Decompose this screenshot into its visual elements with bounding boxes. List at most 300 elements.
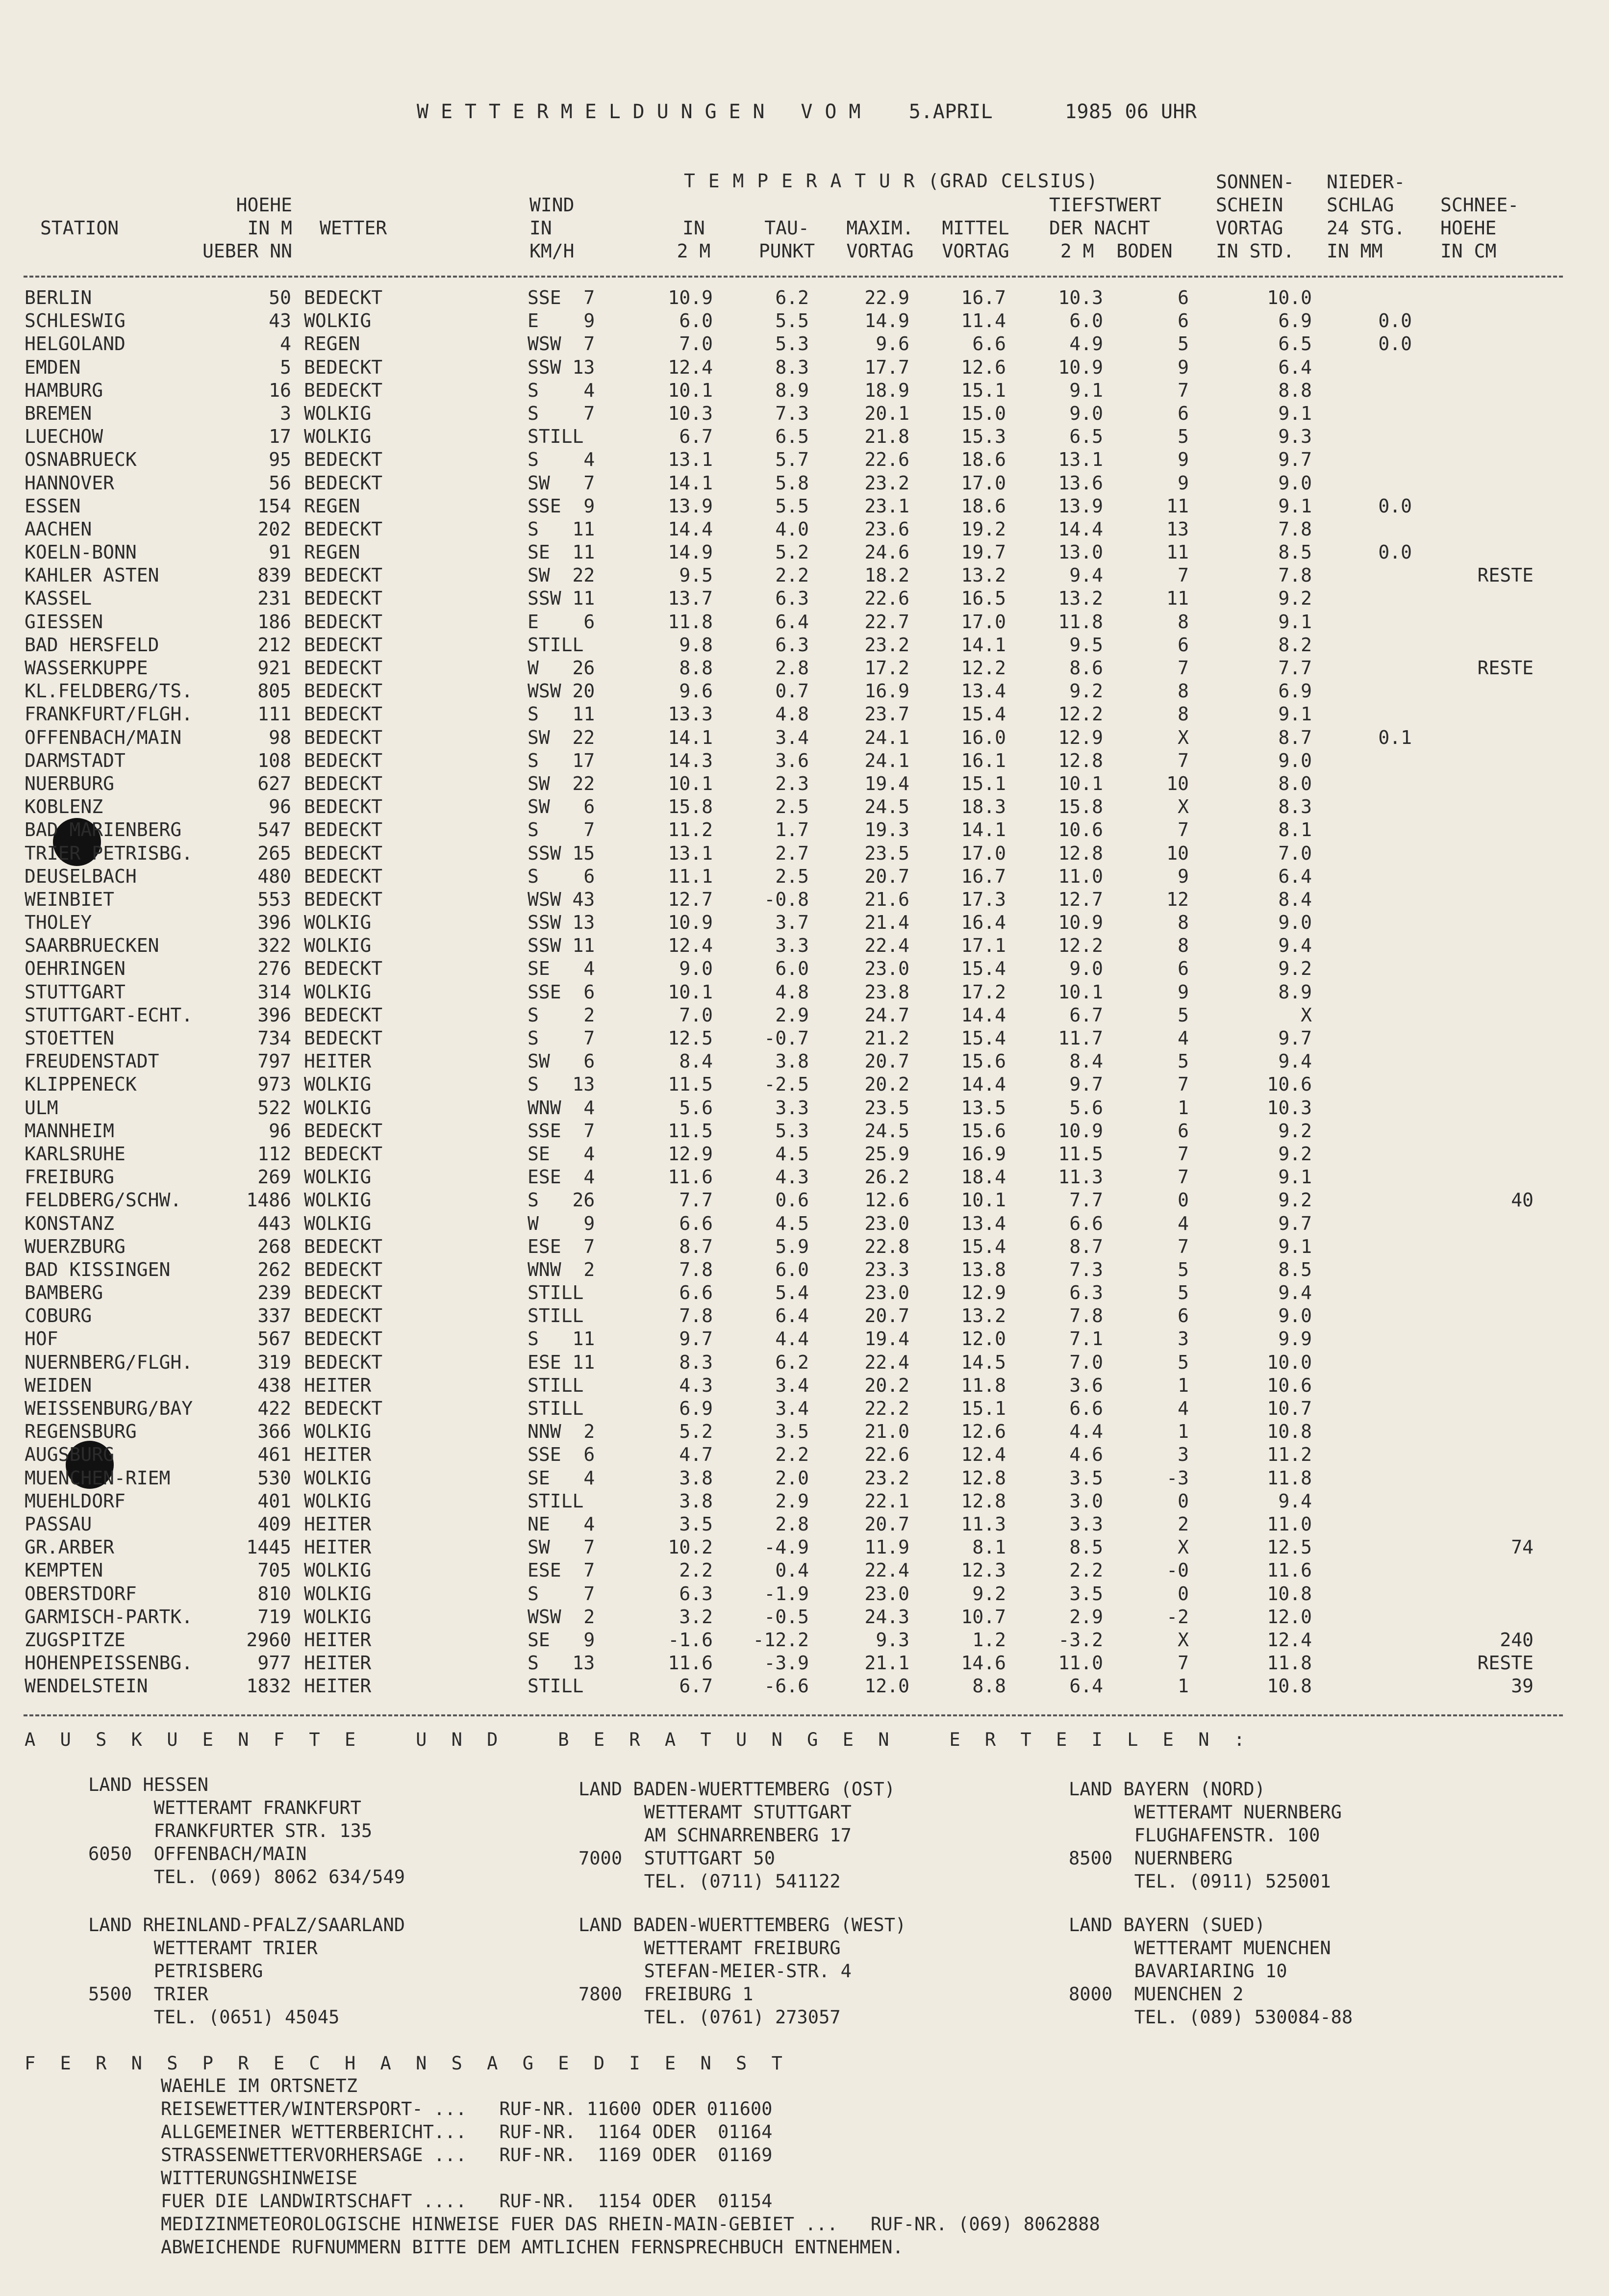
cell-mittel: 14.4: [961, 1004, 1006, 1026]
cell-station: STUTTGART-ECHT.: [25, 1004, 193, 1026]
cell-wetter: WOLKIG: [304, 1559, 372, 1582]
office-bw-ost: LAND BADEN-WUERTTEMBERG (OST) WETTERAMT STUTTGART AM SCHNARRENBERG 17 7000 STUTTGART 50 TEL. (0711) 541122: [578, 1779, 896, 1892]
cell-boden: X: [1178, 726, 1189, 748]
cell-station: FREIBURG: [25, 1166, 115, 1188]
cell-tief2m: 10.1: [1058, 772, 1103, 794]
cell-mittel: 12.6: [961, 356, 1006, 378]
cell-boden: 7: [1178, 1652, 1189, 1674]
cell-boden: 6: [1178, 1305, 1189, 1327]
cell-station: GARMISCH-PARTK.: [25, 1606, 193, 1628]
cell-in2m: 11.8: [668, 611, 713, 633]
cell-schnee: 74: [1511, 1536, 1534, 1558]
cell-wind: SE 4: [528, 958, 595, 980]
cell-wetter: BEDECKT: [304, 1004, 383, 1026]
cell-taupunkt: 6.2: [775, 1351, 809, 1373]
cell-taupunkt: 5.9: [775, 1235, 809, 1257]
cell-in2m: 8.3: [679, 1351, 713, 1373]
cell-boden: 1: [1178, 1097, 1189, 1119]
cell-mittel: 11.4: [961, 310, 1006, 332]
cell-boden: 7: [1178, 1235, 1189, 1257]
cell-sonne: 11.0: [1267, 1513, 1312, 1535]
office-bayern-sued: LAND BAYERN (SUED) WETTERAMT MUENCHEN BAVARIARING 10 8000 MUENCHEN 2 TEL. (089) 530084-88: [1069, 1914, 1353, 2028]
cell-hoehe: 461: [257, 1444, 291, 1466]
cell-tief2m: 11.5: [1058, 1143, 1103, 1165]
cell-station: SAARBRUECKEN: [25, 935, 159, 957]
cell-mittel: 18.4: [961, 1166, 1006, 1188]
cell-station: KASSEL: [25, 587, 92, 610]
cell-maxim: 19.4: [864, 1328, 909, 1350]
cell-hoehe: 553: [257, 888, 291, 910]
cell-taupunkt: 6.0: [775, 958, 809, 980]
cell-in2m: 10.1: [668, 981, 713, 1003]
cell-station: BREMEN: [25, 402, 92, 424]
cell-hoehe: 705: [257, 1559, 291, 1582]
cell-sonne: 10.3: [1267, 1097, 1312, 1119]
cell-boden: X: [1178, 1629, 1189, 1651]
cell-tief2m: 9.5: [1069, 634, 1103, 656]
table-row: [0, 1120, 1609, 1143]
cell-maxim: 22.6: [864, 449, 909, 471]
cell-sonne: 9.2: [1278, 958, 1312, 980]
cell-wetter: HEITER: [304, 1675, 372, 1697]
cell-boden: 11: [1166, 587, 1189, 610]
cell-sonne: 9.1: [1278, 703, 1312, 725]
cell-boden: 4: [1178, 1212, 1189, 1234]
cell-tief2m: 8.7: [1069, 1235, 1103, 1257]
cell-schnee: 40: [1511, 1189, 1534, 1211]
cell-mittel: 10.1: [961, 1189, 1006, 1211]
cell-taupunkt: 4.5: [775, 1212, 809, 1234]
table-row: [0, 1027, 1609, 1050]
cell-taupunkt: 0.6: [775, 1189, 809, 1211]
cell-station: PASSAU: [25, 1513, 92, 1535]
cell-tief2m: 13.6: [1058, 472, 1103, 494]
cell-mittel: 9.2: [972, 1582, 1006, 1605]
cell-wetter: HEITER: [304, 1374, 372, 1396]
cell-tief2m: 7.7: [1069, 1189, 1103, 1211]
table-row: [0, 564, 1609, 587]
cell-station: STOETTEN: [25, 1027, 115, 1049]
cell-wetter: WOLKIG: [304, 426, 372, 448]
cell-in2m: 6.0: [679, 310, 713, 332]
cell-sonne: 9.7: [1278, 449, 1312, 471]
cell-maxim: 24.5: [864, 796, 909, 818]
cell-wind: NNW 2: [528, 1421, 595, 1443]
cell-taupunkt: -0.8: [764, 888, 809, 910]
table-row: [0, 1327, 1609, 1351]
cell-mittel: 15.3: [961, 426, 1006, 448]
cell-wind: WNW 2: [528, 1258, 595, 1280]
cell-tief2m: 7.3: [1069, 1258, 1103, 1280]
cell-wetter: BEDECKT: [304, 287, 383, 308]
cell-wind: S 26: [528, 1189, 595, 1211]
cell-wetter: HEITER: [304, 1513, 372, 1535]
cell-hoehe: 921: [257, 657, 291, 679]
cell-in2m: 7.7: [679, 1189, 713, 1211]
office-bw-west: LAND BADEN-WUERTTEMBERG (WEST) WETTERAMT FREIBURG STEFAN-MEIER-STR. 4 7800 FREIBURG 1 TEL. (0761) 273057: [578, 1914, 906, 2028]
cell-mittel: 15.6: [961, 1120, 1006, 1142]
cell-taupunkt: 2.9: [775, 1490, 809, 1512]
cell-taupunkt: 0.4: [775, 1559, 809, 1582]
cell-tief2m: 4.9: [1069, 333, 1103, 355]
cell-station: ZUGSPITZE: [25, 1629, 126, 1651]
cell-wetter: WOLKIG: [304, 402, 372, 424]
cell-in2m: 6.9: [679, 1398, 713, 1419]
cell-wetter: BEDECKT: [304, 796, 383, 818]
table-row: [0, 1652, 1609, 1675]
cell-wetter: BEDECKT: [304, 634, 383, 656]
cell-wind: STILL: [528, 1305, 584, 1327]
cell-wetter: WOLKIG: [304, 1212, 372, 1234]
cell-maxim: 24.5: [864, 1120, 909, 1142]
cell-mittel: 10.7: [961, 1606, 1006, 1628]
cell-boden: 7: [1178, 379, 1189, 401]
cell-taupunkt: -2.5: [764, 1073, 809, 1096]
cell-taupunkt: 2.7: [775, 842, 809, 864]
cell-maxim: 22.1: [864, 1490, 909, 1512]
cell-maxim: 16.9: [864, 680, 909, 702]
cell-in2m: 3.8: [679, 1490, 713, 1512]
cell-taupunkt: 6.3: [775, 587, 809, 610]
cell-in2m: 10.1: [668, 379, 713, 401]
cell-in2m: 6.7: [679, 1675, 713, 1697]
cell-wetter: WOLKIG: [304, 1166, 372, 1188]
cell-tief2m: 10.9: [1058, 356, 1103, 378]
header-wetter: WETTER: [320, 217, 387, 239]
cell-wind: S 7: [528, 1027, 595, 1049]
cell-tief2m: 6.3: [1069, 1282, 1103, 1304]
cell-wind: S 2: [528, 1004, 595, 1026]
cell-hoehe: 1445: [246, 1536, 291, 1558]
cell-wetter: BEDECKT: [304, 472, 383, 494]
table-row: [0, 1467, 1609, 1490]
cell-tief2m: 7.1: [1069, 1328, 1103, 1350]
cell-wind: SSE 7: [528, 1120, 595, 1142]
cell-wind: SW 7: [528, 472, 595, 494]
cell-in2m: 8.8: [679, 657, 713, 679]
cell-hoehe: 567: [257, 1328, 291, 1350]
cell-tief2m: 9.7: [1069, 1073, 1103, 1096]
cell-hoehe: 96: [269, 1120, 291, 1142]
cell-taupunkt: 8.3: [775, 356, 809, 378]
cell-hoehe: 366: [257, 1421, 291, 1443]
cell-station: EMDEN: [25, 356, 81, 378]
cell-in2m: 8.4: [679, 1050, 713, 1072]
cell-maxim: 22.9: [864, 287, 909, 308]
cell-in2m: 10.1: [668, 772, 713, 794]
cell-in2m: 9.8: [679, 634, 713, 656]
cell-tief2m: 3.3: [1069, 1513, 1103, 1535]
cell-sonne: 9.2: [1278, 1143, 1312, 1165]
cell-boden: X: [1178, 1536, 1189, 1558]
cell-hoehe: 108: [257, 749, 291, 771]
cell-taupunkt: 3.7: [775, 912, 809, 934]
cell-maxim: 20.2: [864, 1374, 909, 1396]
cell-wind: SSE 6: [528, 1444, 595, 1466]
cell-boden: 4: [1178, 1398, 1189, 1419]
table-row: [0, 518, 1609, 541]
cell-wind: SSW 13: [528, 912, 595, 934]
cell-hoehe: 5: [280, 356, 291, 378]
cell-station: HOHENPEISSENBG.: [25, 1652, 193, 1674]
cell-maxim: 22.6: [864, 587, 909, 610]
cell-station: NUERNBERG/FLGH.: [25, 1351, 193, 1373]
cell-boden: 6: [1178, 402, 1189, 424]
cell-hoehe: 480: [257, 865, 291, 887]
cell-in2m: 13.3: [668, 703, 713, 725]
header-hoehe: HOEHE IN M UEBER NN: [202, 194, 292, 262]
cell-taupunkt: 8.9: [775, 379, 809, 401]
cell-wetter: WOLKIG: [304, 1606, 372, 1628]
cell-sonne: 6.4: [1278, 356, 1312, 378]
header-maxim: MAXIM. VORTAG: [846, 217, 914, 262]
cell-wetter: WOLKIG: [304, 1421, 372, 1443]
cell-maxim: 9.6: [876, 333, 909, 355]
cell-station: WUERZBURG: [25, 1235, 126, 1257]
cell-in2m: 5.6: [679, 1097, 713, 1119]
cell-sonne: 12.0: [1267, 1606, 1312, 1628]
cell-mittel: 16.0: [961, 726, 1006, 748]
table-row: [0, 1189, 1609, 1212]
cell-station: TRIER PETRISBG.: [25, 842, 193, 864]
cell-boden: 3: [1178, 1444, 1189, 1466]
cell-sonne: 7.8: [1278, 518, 1312, 540]
cell-wind: S 11: [528, 703, 595, 725]
cell-taupunkt: 3.3: [775, 935, 809, 957]
cell-mittel: 13.2: [961, 1305, 1006, 1327]
cell-maxim: 24.3: [864, 1606, 909, 1628]
cell-taupunkt: 5.5: [775, 495, 809, 517]
cell-wetter: BEDECKT: [304, 680, 383, 702]
cell-hoehe: 111: [257, 703, 291, 725]
cell-station: BAD MARIENBERG: [25, 819, 182, 841]
cell-wind: SW 22: [528, 772, 595, 794]
cell-nieder: 0.0: [1378, 333, 1412, 355]
cell-wetter: BEDECKT: [304, 1235, 383, 1257]
cell-wind: S 11: [528, 1328, 595, 1350]
cell-in2m: 9.6: [679, 680, 713, 702]
cell-taupunkt: 4.0: [775, 518, 809, 540]
cell-hoehe: 422: [257, 1398, 291, 1419]
cell-tief2m: 11.0: [1058, 865, 1103, 887]
cell-maxim: 23.3: [864, 1258, 909, 1280]
cell-taupunkt: 3.6: [775, 749, 809, 771]
table-row: [0, 772, 1609, 795]
cell-nieder: 0.0: [1378, 310, 1412, 332]
cell-wind: S 4: [528, 449, 595, 471]
cell-in2m: 12.7: [668, 888, 713, 910]
cell-tief2m: 12.2: [1058, 703, 1103, 725]
cell-station: MANNHEIM: [25, 1120, 115, 1142]
cell-hoehe: 98: [269, 726, 291, 748]
cell-wind: S 13: [528, 1073, 595, 1096]
table-row: [0, 1606, 1609, 1629]
cell-tief2m: 6.4: [1069, 1675, 1103, 1697]
cell-in2m: 14.3: [668, 749, 713, 771]
cell-in2m: 6.3: [679, 1582, 713, 1605]
cell-taupunkt: 2.8: [775, 1513, 809, 1535]
cell-sonne: 10.0: [1267, 287, 1312, 308]
cell-boden: 1: [1178, 1374, 1189, 1396]
table-row: [0, 379, 1609, 402]
cell-taupunkt: -1.9: [764, 1582, 809, 1605]
cell-station: KL.FELDBERG/TS.: [25, 680, 193, 702]
cell-boden: 7: [1178, 749, 1189, 771]
fernsprech-heading: F E R N S P R E C H A N S A G E D I E N S T: [25, 2053, 789, 2074]
cell-sonne: 11.8: [1267, 1467, 1312, 1489]
cell-wetter: HEITER: [304, 1536, 372, 1558]
cell-hoehe: 734: [257, 1027, 291, 1049]
cell-maxim: 24.1: [864, 726, 909, 748]
table-row: [0, 541, 1609, 564]
cell-station: OFFENBACH/MAIN: [25, 726, 182, 748]
table-row: [0, 934, 1609, 957]
cell-wetter: BEDECKT: [304, 772, 383, 794]
cell-in2m: -1.6: [668, 1629, 713, 1651]
cell-wind: SW 22: [528, 564, 595, 587]
cell-mittel: 11.3: [961, 1513, 1006, 1535]
cell-tief2m: 14.4: [1058, 518, 1103, 540]
cell-maxim: 11.9: [864, 1536, 909, 1558]
cell-hoehe: 322: [257, 935, 291, 957]
table-row: [0, 1073, 1609, 1096]
cell-wetter: BEDECKT: [304, 449, 383, 471]
header-wind: WIND IN KM/H: [529, 194, 575, 262]
cell-tief2m: 2.2: [1069, 1559, 1103, 1582]
table-row: [0, 634, 1609, 657]
cell-maxim: 23.7: [864, 703, 909, 725]
cell-sonne: 9.0: [1278, 472, 1312, 494]
cell-hoehe: 396: [257, 912, 291, 934]
cell-maxim: 23.2: [864, 1467, 909, 1489]
cell-tief2m: 3.5: [1069, 1582, 1103, 1605]
cell-wind: SE 4: [528, 1467, 595, 1489]
cell-taupunkt: 2.2: [775, 564, 809, 587]
cell-hoehe: 627: [257, 772, 291, 794]
cell-boden: 4: [1178, 1027, 1189, 1049]
cell-wetter: WOLKIG: [304, 1097, 372, 1119]
cell-sonne: 9.4: [1278, 1282, 1312, 1304]
cell-boden: 5: [1178, 1258, 1189, 1280]
cell-wind: ESE 11: [528, 1351, 595, 1373]
cell-wetter: WOLKIG: [304, 912, 372, 934]
cell-tief2m: 4.4: [1069, 1421, 1103, 1443]
cell-hoehe: 202: [257, 518, 291, 540]
cell-wetter: HEITER: [304, 1629, 372, 1651]
page-title: W E T T E R M E L D U N G E N V O M 5.APRIL 1985 06 UHR: [417, 101, 1197, 123]
cell-sonne: 8.4: [1278, 888, 1312, 910]
cell-sonne: 9.2: [1278, 1189, 1312, 1211]
cell-sonne: 8.9: [1278, 981, 1312, 1003]
cell-wind: STILL: [528, 1374, 584, 1396]
cell-sonne: 12.4: [1267, 1629, 1312, 1651]
cell-taupunkt: -3.9: [764, 1652, 809, 1674]
cell-maxim: 21.0: [864, 1421, 909, 1443]
cell-mittel: 1.2: [972, 1629, 1006, 1651]
cell-maxim: 22.6: [864, 1444, 909, 1466]
cell-boden: 8: [1178, 935, 1189, 957]
cell-boden: 6: [1178, 310, 1189, 332]
cell-sonne: 10.8: [1267, 1421, 1312, 1443]
cell-tief2m: 6.0: [1069, 310, 1103, 332]
header-sonnenschein: SONNEN- SCHEIN VORTAG IN STD.: [1216, 171, 1295, 262]
cell-boden: -2: [1166, 1606, 1189, 1628]
cell-station: GR.ARBER: [25, 1536, 115, 1558]
cell-mittel: 12.9: [961, 1282, 1006, 1304]
cell-hoehe: 530: [257, 1467, 291, 1489]
cell-in2m: 7.8: [679, 1258, 713, 1280]
cell-in2m: 10.9: [668, 912, 713, 934]
cell-tief2m: 12.9: [1058, 726, 1103, 748]
cell-wetter: BEDECKT: [304, 1305, 383, 1327]
cell-wind: ESE 7: [528, 1235, 595, 1257]
cell-tief2m: 13.9: [1058, 495, 1103, 517]
cell-mittel: 13.4: [961, 1212, 1006, 1234]
cell-wind: SSW 11: [528, 587, 595, 610]
cell-tief2m: 10.9: [1058, 912, 1103, 934]
table-row: [0, 1143, 1609, 1166]
cell-station: BAMBERG: [25, 1282, 103, 1304]
table-row: [0, 1420, 1609, 1443]
header-schneehoehe: SCHNEE- HOEHE IN CM: [1440, 194, 1519, 262]
cell-taupunkt: 4.8: [775, 703, 809, 725]
cell-mittel: 17.0: [961, 842, 1006, 864]
cell-boden: 1: [1178, 1675, 1189, 1697]
cell-in2m: 11.5: [668, 1120, 713, 1142]
cell-sonne: 9.0: [1278, 1305, 1312, 1327]
cell-in2m: 11.6: [668, 1166, 713, 1188]
cell-wind: STILL: [528, 1282, 584, 1304]
cell-sonne: 8.3: [1278, 796, 1312, 818]
cell-taupunkt: 2.3: [775, 772, 809, 794]
cell-tief2m: 12.8: [1058, 842, 1103, 864]
cell-sonne: 9.0: [1278, 912, 1312, 934]
header-taupunkt: TAU- PUNKT: [758, 217, 815, 262]
cell-maxim: 23.0: [864, 1212, 909, 1234]
cell-hoehe: 522: [257, 1097, 291, 1119]
cell-wind: S 17: [528, 749, 595, 771]
cell-mittel: 16.4: [961, 912, 1006, 934]
cell-tief2m: 9.4: [1069, 564, 1103, 587]
cell-hoehe: 43: [269, 310, 291, 332]
cell-mittel: 8.1: [972, 1536, 1006, 1558]
cell-boden: 2: [1178, 1513, 1189, 1535]
cell-mittel: 13.4: [961, 680, 1006, 702]
table-row: [0, 865, 1609, 888]
cell-tief2m: 15.8: [1058, 796, 1103, 818]
table-row: [0, 425, 1609, 448]
cell-taupunkt: 3.4: [775, 1374, 809, 1396]
cell-tief2m: 9.0: [1069, 402, 1103, 424]
cell-maxim: 24.7: [864, 1004, 909, 1026]
cell-mittel: 15.4: [961, 1027, 1006, 1049]
cell-schnee: RESTE: [1477, 564, 1534, 587]
cell-maxim: 21.6: [864, 888, 909, 910]
cell-taupunkt: 3.4: [775, 1398, 809, 1419]
cell-hoehe: 547: [257, 819, 291, 841]
cell-wetter: BEDECKT: [304, 726, 383, 748]
table-row: [0, 1490, 1609, 1513]
cell-station: KOELN-BONN: [25, 541, 137, 563]
cell-maxim: 22.2: [864, 1398, 909, 1419]
cell-sonne: 9.7: [1278, 1212, 1312, 1234]
cell-taupunkt: 6.4: [775, 1305, 809, 1327]
cell-wind: SSE 9: [528, 495, 595, 517]
cell-wetter: WOLKIG: [304, 1073, 372, 1096]
cell-mittel: 14.1: [961, 634, 1006, 656]
cell-station: LUECHOW: [25, 426, 103, 448]
cell-tief2m: 7.0: [1069, 1351, 1103, 1373]
